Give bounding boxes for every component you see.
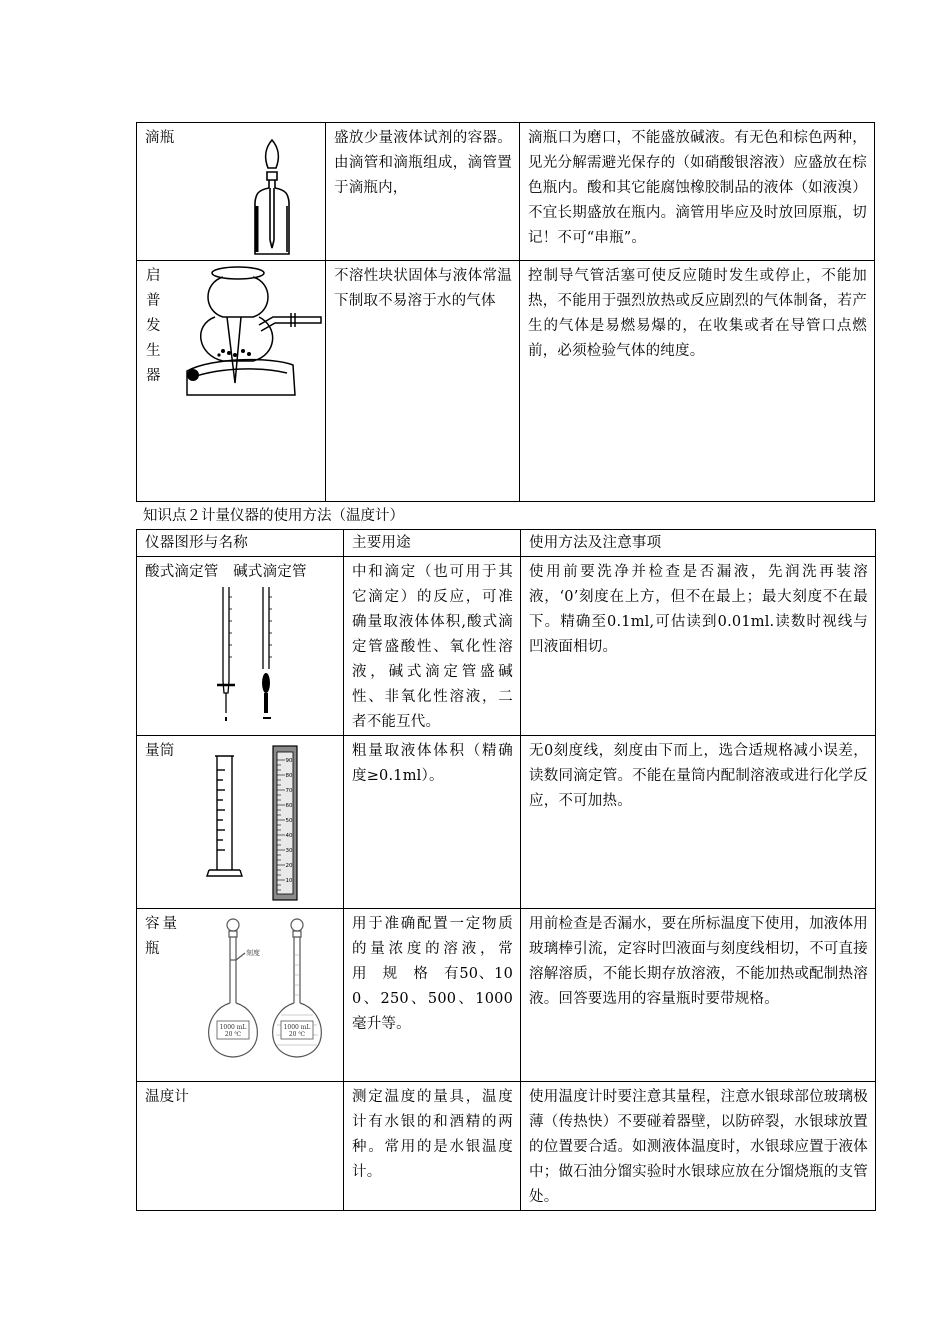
header-usage: 主要用途 xyxy=(352,535,411,551)
dropper-bottle-notes: 滴瓶口为磨口，不能盛放碱液。有无色和棕色两种，见光分解需避光保存的（如硝酸银溶液）应盛放在棕色瓶内。酸和其它能腐蚀橡胶制品的液体（如液溴）不宜长期盛放在瓶内。滴管用毕应及时放回原瓶，切记！不可“串瓶”。 xyxy=(528,130,867,246)
thermometer-usage-cell xyxy=(344,1082,521,1211)
burette-illustration xyxy=(215,585,295,725)
volumetric-flask-name: 容量瓶 xyxy=(145,916,180,957)
table-row xyxy=(137,123,875,261)
flask-volume-label: 1000 mL xyxy=(219,1024,247,1031)
dropper-bottle-usage-cell xyxy=(326,123,520,261)
volumetric-flask-usage: 用于准确配置一定物质的量浓度的溶液，常 用 规 格 有50、100、250、500、1000毫升等。 xyxy=(352,916,528,1032)
cylinder-tick-label: 10 xyxy=(285,878,293,884)
dropper-bottle-name-cell xyxy=(137,123,326,261)
volumetric-flask-usage-cell xyxy=(344,909,528,1082)
volumetric-flask-illustration xyxy=(193,915,343,1065)
header-cell xyxy=(137,530,344,557)
graduated-cylinder-illustration xyxy=(205,742,335,902)
burette-notes: 使用前要洗净并检查是否漏液，先润洗再装溶液，‘0’刻度在上方，但不在最上；最大刻度不在最下。精确至0.1ml,可估读到0.01ml.读数时视线与凹液面相切。 xyxy=(529,564,868,655)
burette-usage-cell xyxy=(344,557,521,736)
burette-usage: 中和滴定（也可用于其它滴定）的反应，可准确量取液体体积,酸式滴定管盛酸性、氧化性溶液，碱式滴定管盛碱性、非氧化性溶液，二者不能互代。 xyxy=(352,564,513,730)
thermometer-name-cell xyxy=(137,1082,344,1211)
instrument-table-2 xyxy=(136,529,876,1211)
header-name: 仪器图形与名称 xyxy=(145,535,248,551)
graduated-cylinder-usage-cell xyxy=(344,736,521,909)
table-row xyxy=(137,909,876,1082)
kipp-generator-usage-cell xyxy=(326,261,520,502)
table-header-row xyxy=(137,530,876,557)
kipp-generator-notes-cell xyxy=(520,261,875,502)
flask-temp-label: 20 ℃ xyxy=(224,1031,242,1038)
instrument-table-1 xyxy=(136,122,875,502)
graduated-cylinder-usage: 粗量取液体体积（精确度≥0.1ml）。 xyxy=(352,743,513,784)
graduated-cylinder-name: 量筒 xyxy=(145,743,175,759)
cylinder-tick-label: 30 xyxy=(285,848,293,854)
flask-volume-label: 1000 mL xyxy=(283,1024,311,1031)
kipp-generator-notes: 控制导气管活塞可使反应随时发生或停止，不能加热，不能用于强烈放热或反应剧烈的气体制备，若产生的气体是易燃易爆的，在收集或者在导管口点燃前，必须检验气体的纯度。 xyxy=(528,268,867,359)
cylinder-tick-label: 50 xyxy=(285,818,293,824)
burette-name: 酸式滴定管 碱式滴定管 xyxy=(145,564,307,580)
table-row xyxy=(137,557,876,736)
cylinder-tick-label: 90 xyxy=(285,758,293,764)
flask-temp-label: 20 ℃ xyxy=(288,1031,306,1038)
dropper-bottle-name: 滴瓶 xyxy=(145,130,175,146)
cylinder-tick-label: 80 xyxy=(285,773,293,779)
cylinder-tick-label: 70 xyxy=(285,788,293,794)
volumetric-flask-notes-cell xyxy=(521,909,876,1082)
table-row xyxy=(137,1082,876,1211)
dropper-bottle-illustration xyxy=(242,136,302,261)
dropper-bottle-usage: 盛放少量液体试剂的容器。由滴管和滴瓶组成，滴管置于滴瓶内， xyxy=(334,130,512,196)
kipp-generator-name: 启 普 发 生 器 xyxy=(146,268,161,384)
kipp-generator-name-cell xyxy=(137,261,326,502)
volumetric-flask-name-cell xyxy=(137,909,344,1082)
graduated-cylinder-name-cell xyxy=(137,736,344,909)
header-cell xyxy=(344,530,521,557)
thermometer-notes-cell xyxy=(521,1082,876,1211)
thermometer-notes: 使用温度计时要注意其量程，注意水银球部位玻璃极薄（传热快）不要碰着器壁，以防碎裂，水银球放置的位置要合适。如测液体温度时，水银球应置于液体中；做石油分馏实验时水银球应放在分馏烧瓶的支管处。 xyxy=(529,1089,868,1205)
table-row xyxy=(137,736,876,909)
section-caption: 知识点２计量仪器的使用方法（温度计） xyxy=(143,508,404,524)
cylinder-tick-label: 40 xyxy=(285,833,293,839)
header-notes: 使用方法及注意事项 xyxy=(529,535,662,551)
dropper-bottle-notes-cell xyxy=(520,123,875,261)
thermometer-usage: 测定温度的量具，温度计有水银的和酒精的两种。常用的是水银温度计。 xyxy=(352,1089,513,1180)
cylinder-tick-label: 20 xyxy=(285,863,293,869)
table-row xyxy=(137,261,875,502)
header-cell xyxy=(521,530,876,557)
flask-mark-label: 刻度 xyxy=(246,949,260,957)
burette-name-cell xyxy=(137,557,344,736)
burette-notes-cell xyxy=(521,557,876,736)
cylinder-tick-label: 60 xyxy=(285,803,293,809)
thermometer-name: 温度计 xyxy=(145,1089,190,1105)
graduated-cylinder-notes: 无0刻度线，刻度由下而上，选合适规格减小误差，读数同滴定管。不能在量筒内配制溶液或进行化学反应，不可加热。 xyxy=(529,743,868,809)
graduated-cylinder-notes-cell xyxy=(521,736,876,909)
kipp-generator-usage: 不溶性块状固体与液体常温下制取不易溶于水的气体 xyxy=(334,268,512,309)
volumetric-flask-notes: 用前检查是否漏水，要在所标温度下使用，加液体用玻璃棒引流，定容时凹液面与刻度线相切，不可直接溶解溶质，不能长期存放溶液，不能加热或配制热溶液。回答要选用的容量瓶时要带规格。 xyxy=(529,916,868,1007)
kipp-generator-illustration xyxy=(183,265,331,403)
